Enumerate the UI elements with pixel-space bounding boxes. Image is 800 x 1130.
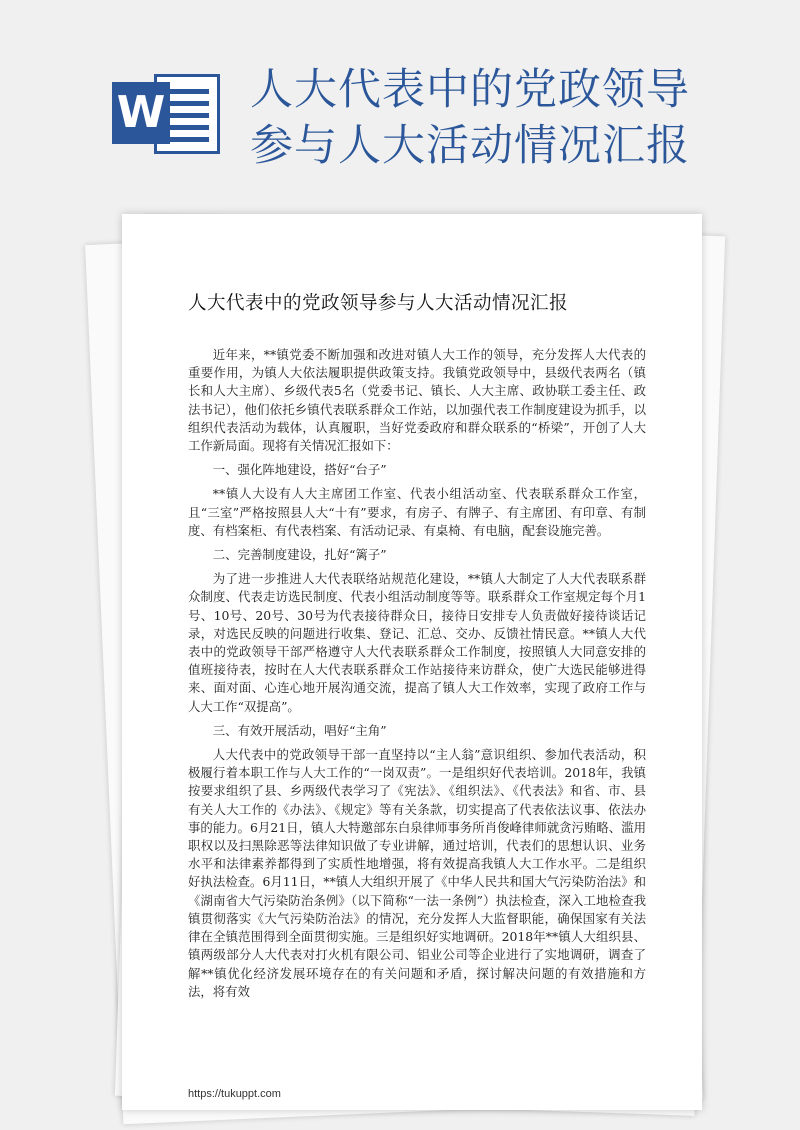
banner-title-line-2: 参与人大活动情况汇报 <box>250 121 690 171</box>
section-heading-3: 三、有效开展活动，唱好“主角” <box>212 722 387 738</box>
banner-title <box>250 62 770 174</box>
document-page <box>122 214 702 1110</box>
section-heading-1: 一、强化阵地建设，搭好“台子” <box>212 462 387 478</box>
banner <box>0 0 800 200</box>
paragraph-section-1: **镇人大设有人大主席团工作室、代表小组活动室、代表联系群众工作室，且“三室”严格按照县人大“十有”要求，有房子、有牌子、有主席团、有印章、有制度、有档案柜、有代表档案、有活动记录、有桌椅、有电脑，配套设施完善。 <box>188 486 646 538</box>
paragraph-section-3: 人大代表中的党政领导干部一直坚持以“主人翁”意识组织、参加代表活动，积极履行着本职工作与人大工作的“一岗双责”。一是组织好代表培训。2018年，我镇按要求组织了县、乡两级代表学习了《宪法》、《组织法》、《代表法》和省、市、县有关人大工作的《办法》、《规定》等有关条款，切实提高了代表依法议事、依法办事的能力。6月21日，镇人大特邀部东白泉律师事务所肖俊峰律师就贪污贿略、滥用职权以及扫黑除恶等法律知识做了专业讲解，通过培训，代表们的思想认识、业务水平和法律素养都得到了实质性地增强，将有效提高我镇人大工作水平。二是组织好执法检查。6月11日，**镇人大组织开展了《中华人民共和国大气污染防治法》和《湖南省大气污染防治条例》（以下简称“一法一条例”）执法检查，深入工地检查我镇贯彻落实《大气污染防治法》的情况，充分发挥人大监督职能，确保国家有关法律在全镇范围得到全面贯彻实施。三是组织好实地调研。2018年**镇人大组织县、镇两级部分人大代表对打火机有限公司、铝业公司等企业进行了实地调研，调查了解**镇优化经济发展环境存在的有关问题和矛盾，探讨解决问题的有效措施和方法，将有效 <box>188 747 646 999</box>
document-title: 人大代表中的党政领导参与人大活动情况汇报 <box>188 293 569 314</box>
paragraph-section-2: 为了进一步推进人大代表联络站规范化建设，**镇人大制定了人大代表联系群众制度、代表走访选民制度、代表小组活动制度等等。联系群众工作室规定每个月1号、10号、20号、30号为代表接待群众日，接待日安排专人负责做好接待谈话记录，对选民反映的问题进行收集、登记、汇总、交办、反馈社情民意。**镇人大代表中的党政领导干部严格遵守人大代表联系群众工作制度，按照镇人大同意安排的值班接待表，按时在人大代表联系群众工作站接待来访群众，使广大选民能够进得来、面对面、心连心地开展沟通交流，提高了镇人大工作效率，实现了政府工作与人大工作“双提高”。 <box>188 571 646 714</box>
word-logo-letter: W <box>112 82 170 144</box>
banner-title-line-1: 人大代表中的党政领导 <box>250 65 690 115</box>
section-heading-2: 二、完善制度建设，扎好“篱子” <box>212 547 387 563</box>
paragraph-intro: 近年来，**镇党委不断加强和改进对镇人大工作的领导，充分发挥人大代表的重要作用，为镇人大依法履职提供政策支持。我镇党政领导中，县级代表两名（镇长和人大主席）、乡级代表5名（党委书记、镇长、人大主席、政协联工委主任、政法书记），他们依托乡镇代表联系群众工作站，以加强代表工作制度建设为抓手，以组织代表活动为载体，认真履职，当好党委政府和群众联系的“桥梁”，开创了人大工作新局面。现将有关情况汇报如下： <box>188 347 646 454</box>
footer-url: https://tukuppt.com <box>188 1088 281 1100</box>
word-document-icon <box>112 70 224 158</box>
